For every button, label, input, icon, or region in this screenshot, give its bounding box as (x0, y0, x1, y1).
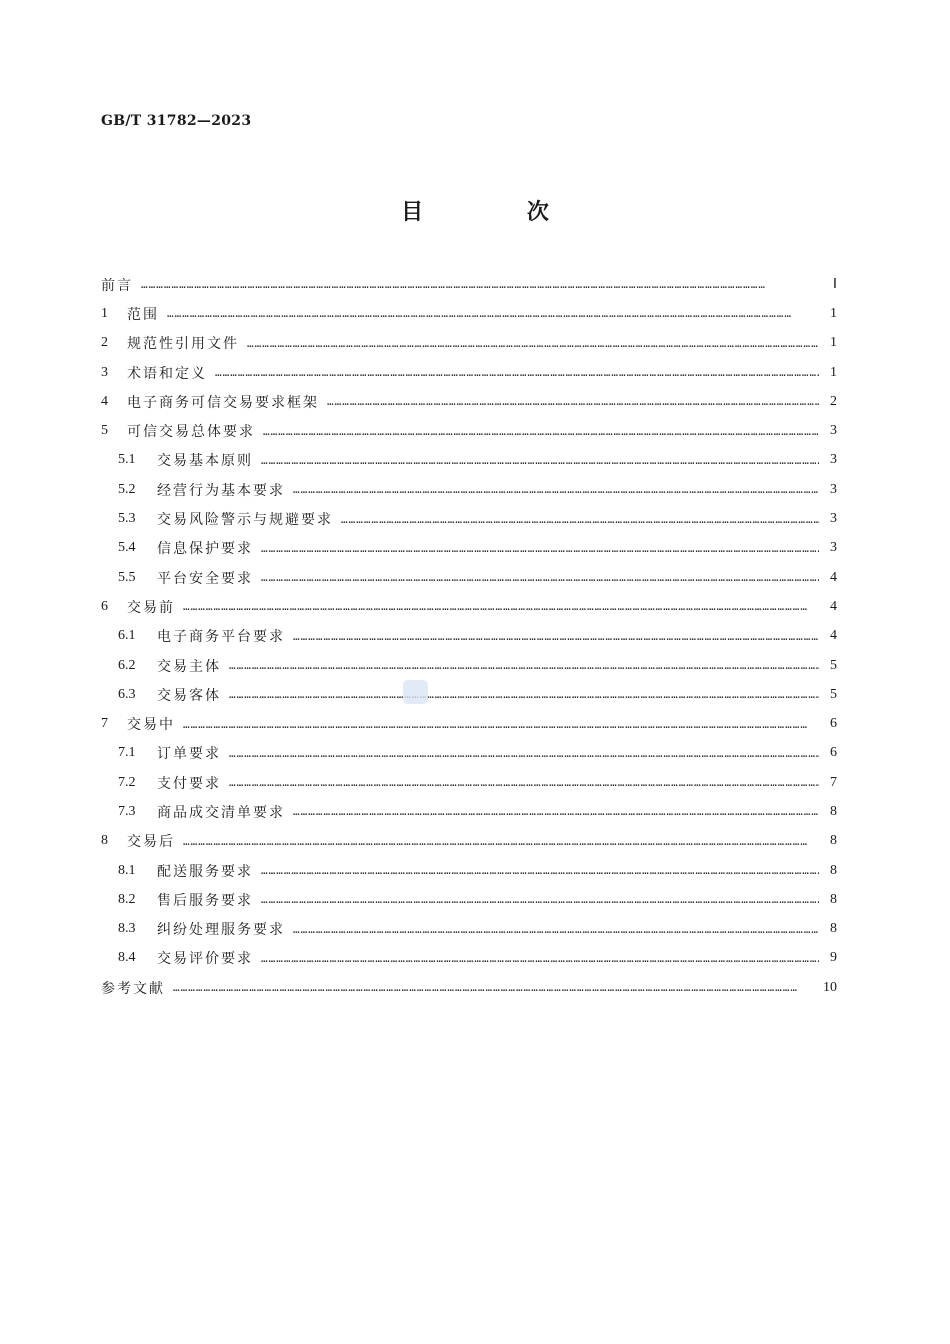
toc-leader-dots (229, 659, 819, 672)
toc-leader-dots (261, 864, 819, 877)
toc-entry-label: 电子商务平台要求 (157, 629, 285, 646)
toc-leader-dots (215, 366, 819, 379)
toc-entry-label: 订单要求 (157, 746, 221, 763)
toc-entry-label: 交易主体 (157, 658, 221, 675)
toc-entry-page: 5 (830, 686, 837, 702)
toc-entry[interactable] (101, 915, 837, 944)
toc-leader-dots (263, 425, 819, 438)
toc-entry[interactable] (101, 563, 837, 592)
toc-entry-number: 1 (101, 305, 108, 321)
toc-entry-page: 3 (830, 511, 837, 527)
toc-entry[interactable] (101, 416, 837, 445)
toc-leader-dots (261, 571, 819, 584)
toc-leader-dots (261, 542, 819, 555)
toc-entry-number: 6.3 (118, 686, 136, 702)
toc-entry-page: 2 (830, 393, 837, 409)
toc-entry-number: 4 (101, 393, 108, 409)
table-of-contents (101, 270, 837, 1002)
toc-entry-label: 规范性引用文件 (127, 336, 239, 353)
toc-entry[interactable] (101, 709, 837, 738)
toc-entry[interactable] (101, 329, 837, 358)
toc-entry-page: 4 (830, 598, 837, 614)
toc-entry[interactable] (101, 973, 837, 1002)
toc-entry-page: 1 (830, 335, 837, 351)
toc-entry-page: 7 (830, 774, 837, 790)
standard-code: GB/T 31782—2023 (101, 113, 252, 129)
toc-entry-label: 术语和定义 (127, 365, 207, 382)
toc-entry-label: 交易客体 (157, 687, 221, 704)
toc-entry-page: 6 (830, 716, 837, 732)
toc-leader-dots (261, 893, 819, 906)
toc-entry-number: 3 (101, 364, 108, 380)
toc-entry-label: 交易风险警示与规避要求 (157, 512, 333, 529)
toc-entry-page: 6 (830, 745, 837, 761)
toc-entry-label: 交易评价要求 (157, 951, 253, 968)
toc-entry[interactable] (101, 797, 837, 826)
toc-entry-page: 8 (830, 891, 837, 907)
toc-entry[interactable] (101, 651, 837, 680)
toc-entry-number: 5.1 (118, 452, 136, 468)
toc-entry[interactable] (101, 475, 837, 504)
toc-entry-label: 经营行为基本要求 (157, 482, 285, 499)
toc-entry-page: 8 (830, 921, 837, 937)
toc-entry[interactable] (101, 622, 837, 651)
toc-entry-label: 交易前 (127, 599, 175, 616)
toc-entry[interactable] (101, 387, 837, 416)
toc-entry-label: 交易中 (127, 717, 175, 734)
toc-entry-label: 电子商务可信交易要求框架 (127, 394, 319, 411)
toc-entry-label: 交易基本原则 (157, 453, 253, 470)
toc-entry-number: 7.3 (118, 803, 136, 819)
toc-entry-page: 8 (830, 803, 837, 819)
toc-entry-number: 8.4 (118, 950, 136, 966)
toc-entry-label: 商品成交清单要求 (157, 804, 285, 821)
toc-entry-page: 10 (823, 979, 837, 995)
toc-leader-dots (261, 454, 819, 467)
toc-leader-dots (261, 952, 819, 965)
toc-entry-page: 8 (830, 862, 837, 878)
toc-leader-dots (229, 776, 819, 789)
toc-entry-number: 6 (101, 598, 108, 614)
toc-entry-number: 8.2 (118, 891, 136, 907)
toc-entry-label: 售后服务要求 (157, 892, 253, 909)
toc-entry-label: 参考文献 (101, 980, 165, 997)
toc-entry-number: 8.3 (118, 921, 136, 937)
toc-leader-dots (183, 718, 819, 731)
toc-entry[interactable] (101, 504, 837, 533)
toc-entry-page: 3 (830, 423, 837, 439)
toc-entry-page: 3 (830, 540, 837, 556)
toc-leader-dots (341, 513, 819, 526)
toc-entry-page: 1 (830, 364, 837, 380)
toc-entry-number: 5.2 (118, 481, 136, 497)
toc-entry-number: 5.5 (118, 569, 136, 585)
toc-leader-dots (167, 307, 819, 320)
toc-leader-dots (293, 630, 819, 643)
toc-entry-label: 配送服务要求 (157, 863, 253, 880)
toc-entry-label: 平台安全要求 (157, 570, 253, 587)
toc-entry-number: 8.1 (118, 862, 136, 878)
toc-entry-label: 可信交易总体要求 (127, 424, 255, 441)
toc-entry-label: 纠纷处理服务要求 (157, 922, 285, 939)
toc-entry-page: 4 (830, 569, 837, 585)
toc-entry[interactable] (101, 592, 837, 621)
toc-entry-number: 7.2 (118, 774, 136, 790)
toc-entry-label: 前言 (101, 277, 133, 294)
toc-entry[interactable] (101, 299, 837, 328)
toc-entry-number: 6.1 (118, 628, 136, 644)
toc-entry-label: 支付要求 (157, 775, 221, 792)
toc-entry-page: 4 (830, 628, 837, 644)
toc-entry-page: 9 (830, 950, 837, 966)
toc-entry[interactable] (101, 944, 837, 973)
toc-entry-page: Ⅰ (832, 277, 837, 293)
toc-entry-page: 3 (830, 481, 837, 497)
toc-leader-dots (183, 600, 819, 613)
toc-entry-number: 7.1 (118, 745, 136, 761)
toc-leader-dots (229, 688, 819, 701)
watermark-logo (403, 680, 428, 704)
toc-entry-number: 5.4 (118, 540, 136, 556)
toc-entry[interactable] (101, 827, 837, 856)
toc-leader-dots (173, 981, 815, 994)
toc-leader-dots (327, 395, 819, 408)
toc-leader-dots (293, 923, 819, 936)
toc-entry-page: 5 (830, 657, 837, 673)
toc-entry-label: 交易后 (127, 834, 175, 851)
toc-entry-number: 7 (101, 716, 108, 732)
toc-leader-dots (229, 747, 819, 760)
toc-entry-number: 6.2 (118, 657, 136, 673)
toc-leader-dots (293, 805, 819, 818)
toc-entry[interactable] (101, 534, 837, 563)
toc-entry[interactable] (101, 768, 837, 797)
toc-entry-page: 3 (830, 452, 837, 468)
toc-entry-label: 信息保护要求 (157, 541, 253, 558)
toc-entry-label: 范围 (127, 306, 159, 323)
toc-entry[interactable] (101, 358, 837, 387)
toc-entry[interactable] (101, 446, 837, 475)
toc-entry[interactable] (101, 680, 837, 709)
toc-entry-number: 5 (101, 423, 108, 439)
toc-entry-page: 8 (830, 833, 837, 849)
toc-leader-dots (141, 278, 819, 291)
toc-entry-number: 8 (101, 833, 108, 849)
toc-leader-dots (293, 483, 819, 496)
toc-entry[interactable] (101, 856, 837, 885)
toc-entry-page: 1 (830, 305, 837, 321)
toc-entry-number: 2 (101, 335, 108, 351)
toc-entry[interactable] (101, 739, 837, 768)
toc-entry[interactable] (101, 885, 837, 914)
toc-leader-dots (183, 835, 819, 848)
toc-leader-dots (247, 337, 819, 350)
page-title: 目 次 (401, 200, 597, 225)
toc-entry[interactable] (101, 270, 837, 299)
toc-entry-number: 5.3 (118, 511, 136, 527)
